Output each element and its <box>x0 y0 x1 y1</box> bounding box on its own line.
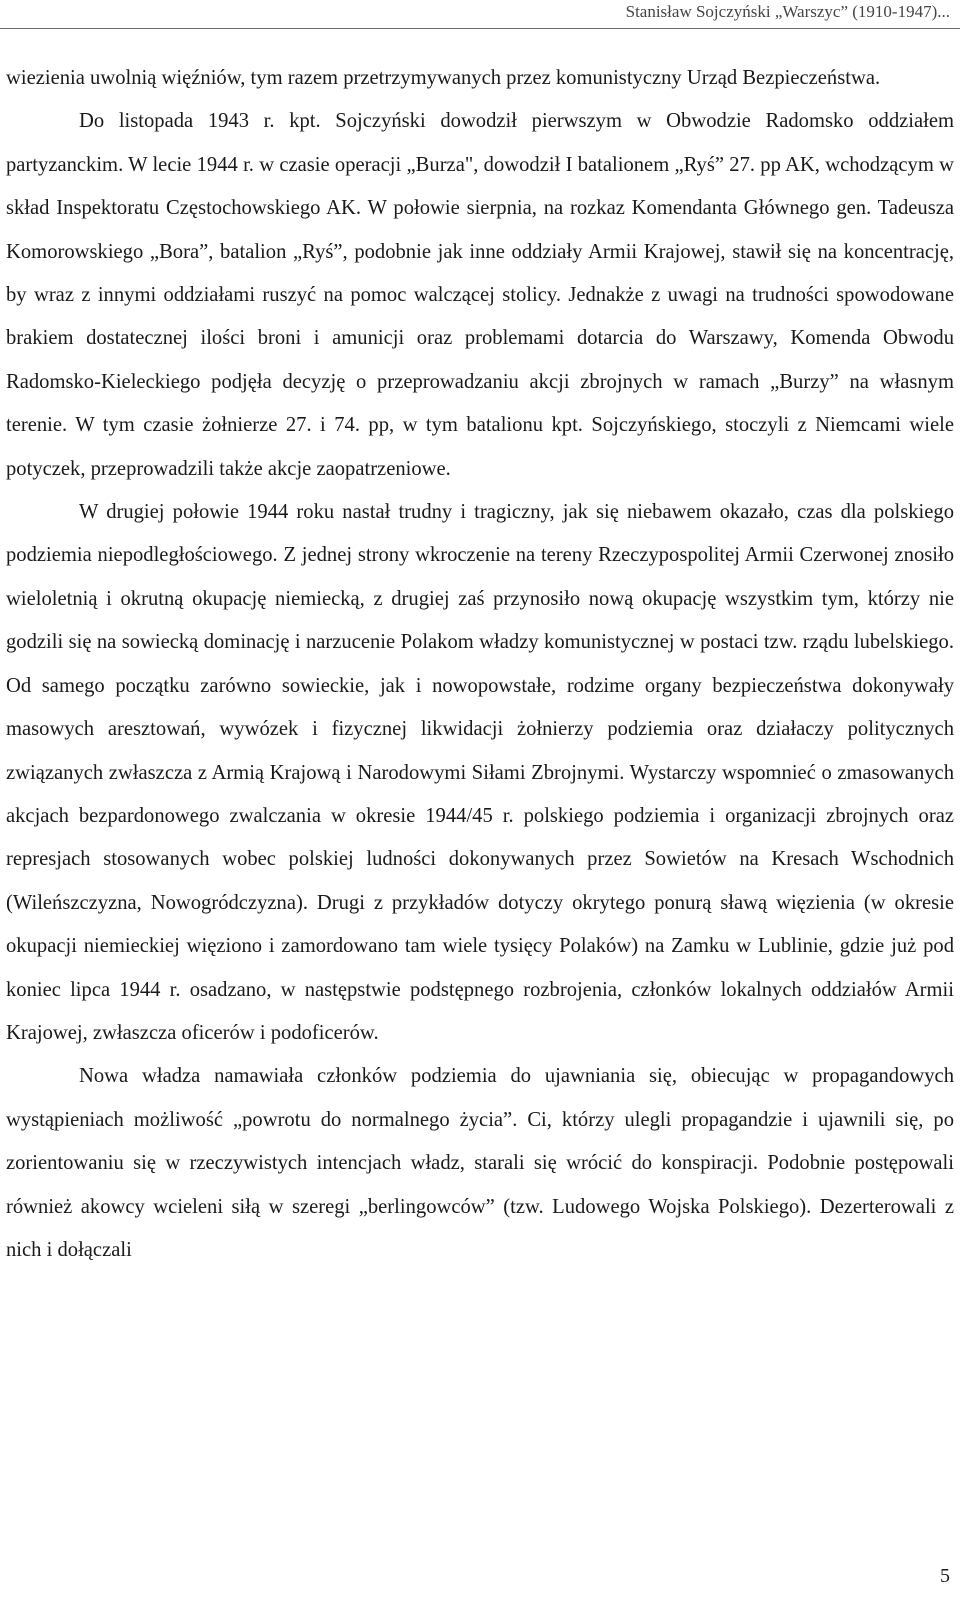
page-number: 5 <box>940 1565 950 1587</box>
document-body <box>6 57 954 1272</box>
paragraph-continuation: wiezienia uwolnią więźniów, tym razem przetrzymywanych przez komunistyczny Urząd Bezpieczeństwa. <box>6 67 881 89</box>
paragraph-new-authority: Nowa władza namawiała członków podziemia do ujawniania się, obiecując w propagandowych wystąpieniach możliwość „powrotu do normalnego życia”. Ci, którzy ulegli propagandzie i ujawnili się, po zorientowaniu się w rzeczywistych intencjach władz, starali się wrócić do konspiracji. Podobnie postępowali również akowcy wcieleni siłą w szeregi „berlingowców” (tzw. Ludowego Wojska Polskiego). Dezerterowali z nich i dołączali <box>6 1065 954 1261</box>
paragraph-1943-1944: Do listopada 1943 r. kpt. Sojczyński dowodził pierwszym w Obwodzie Radomsko oddziałem partyzanckim. W lecie 1944 r. w czasie operacji „Burza", dowodził I batalionem „Ryś” 27. pp AK, wchodzącym w skład Inspektoratu Częstochowskiego AK. W połowie sierpnia, na rozkaz Komendanta Głównego gen. Tadeusza Komorowskiego „Bora”, batalion „Ryś”, podobnie jak inne oddziały Armii Krajowej, stawił się na koncentrację, by wraz z innymi oddziałami ruszyć na pomoc walczącej stolicy. Jednakże z uwagi na trudności spowodowane brakiem dostatecznej ilości broni i amunicji oraz problemami dotarcia do Warszawy, Komenda Obwodu Radomsko-Kieleckiego podjęła decyzję o przeprowadzaniu akcji zbrojnych w ramach „Burzy” na własnym terenie. W tym czasie żołnierze 27. i 74. pp, w tym batalionu kpt. Sojczyńskiego, stoczyli z Niemcami wiele potyczek, przeprowadzili także akcje zaopatrzeniowe. <box>6 110 954 480</box>
running-header: Stanisław Sojczyński „Warszyc” (1910-1947)... <box>625 2 950 21</box>
paragraph-second-half-1944: W drugiej połowie 1944 roku nastał trudny i tragiczny, jak się niebawem okazało, czas dla polskiego podziemia niepodległościowego. Z jednej strony wkroczenie na tereny Rzeczypospolitej Armii Czerwonej znosiło wieloletnią i okrutną okupację niemiecką, z drugiej zaś przynosiło nową okupację wszystkim tym, którzy nie godzili się na sowiecką dominację i narzucenie Polakom władzy komunistycznej w postaci tzw. rządu lubelskiego. Od samego początku zarówno sowieckie, jak i nowopowstałe, rodzime organy bezpieczeństwa dokonywały masowych aresztowań, wywózek i fizycznej likwidacji żołnierzy podziemia oraz działaczy politycznych związanych zwłaszcza z Armią Krajową i Narodowymi Siłami Zbrojnymi. Wystarczy wspomnieć o zmasowanych akcjach bezpardonowego zwalczania w okresie 1944/45 r. polskiego podziemia i organizacji zbrojnych oraz represjach stosowanych wobec polskiej ludności dokonywanych przez Sowietów na Kresach Wschodnich (Wileńszczyzna, Nowogródczyzna). Drugi z przykładów dotyczy okrytego ponurą sławą więzienia (w okresie okupacji niemieckiej więziono i zamordowano tam wiele tysięcy Polaków) na Zamku w Lublinie, gdzie już pod koniec lipca 1944 r. osadzano, w następstwie podstępnego rozbrojenia, członków lokalnych oddziałów Armii Krajowej, zwłaszcza oficerów i podoficerów. <box>6 501 954 1044</box>
header-divider <box>0 28 960 29</box>
